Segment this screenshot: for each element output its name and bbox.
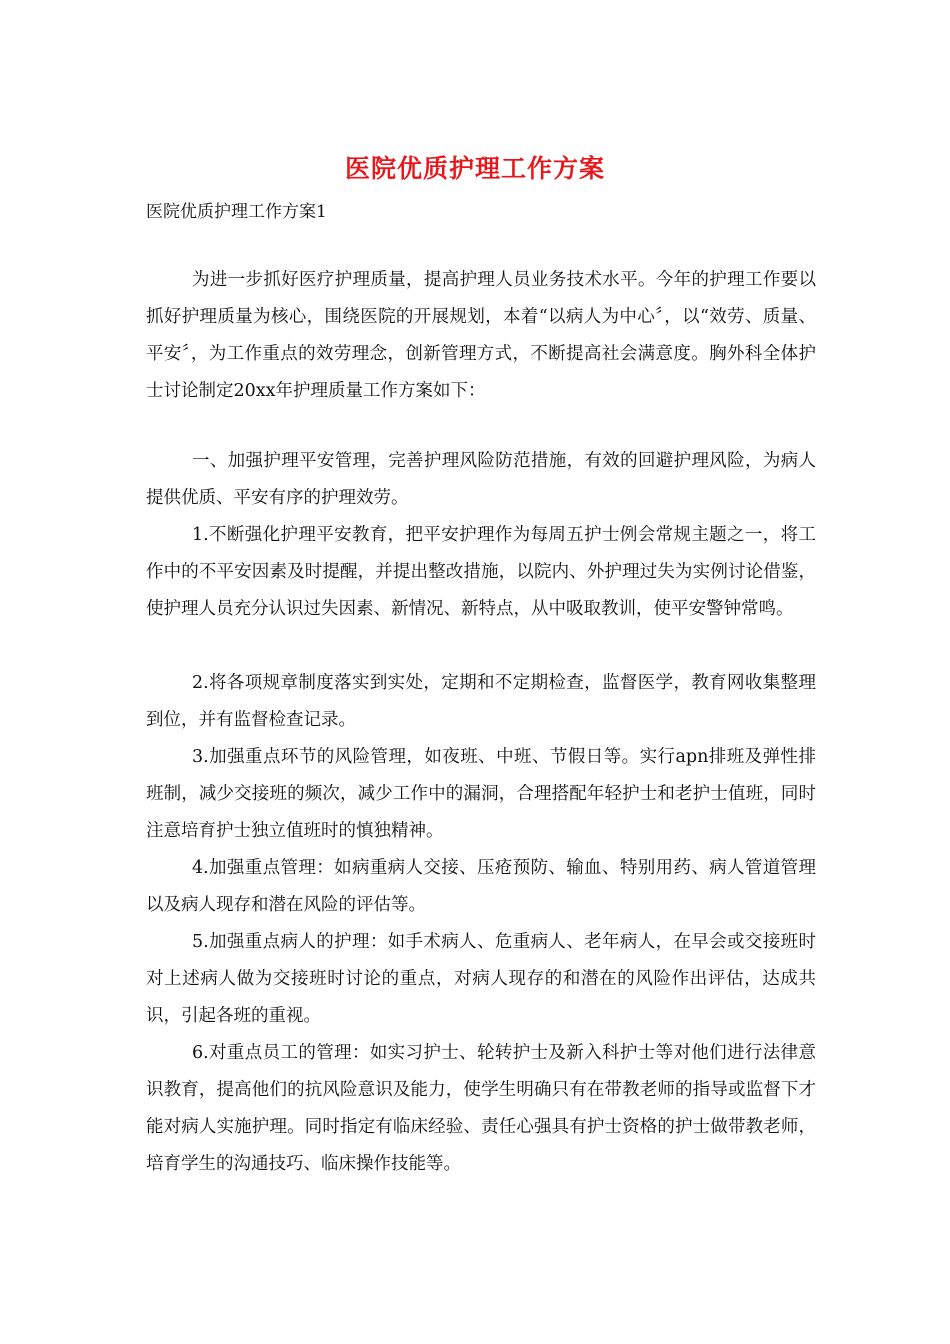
paragraph-intro: 为进一步抓好医疗护理质量，提高护理人员业务技术水平。今年的护理工作要以抓好护理质量为核心，围绕医院的开展规划，本着“以病人为中心〞，以“效劳、质量、平安〞，为工作重点的效劳理念，创新管理方式，不断提高社会满意度。胸外科全体护士讨论制定20xx年护理质量工作方案如下： xyxy=(146,270,816,401)
document-title: 医院优质护理工作方案 xyxy=(344,154,605,183)
document-subtitle: 医院优质护理工作方案1 xyxy=(146,202,327,222)
paragraph-item-1: 1.不断强化护理平安教育，把平安护理作为每周五护士例会常规主题之一，将工作中的不平安因素及时提醒，并提出整改措施，以院内、外护理过失为实例讨论借鉴，使护理人员充分认识过失因素、新情况、新特点，从中吸取教训，使平安警钟常鸣。 xyxy=(146,525,816,619)
paragraph-item-4: 4.加强重点管理：如病重病人交接、压疮预防、输血、特别用药、病人管道管理以及病人现存和潜在风险的评估等。 xyxy=(146,858,816,915)
paragraph-item-6: 6.对重点员工的管理：如实习护士、轮转护士及新入科护士等对他们进行法律意识教育，提高他们的抗风险意识及能力，使学生明确只有在带教老师的指导或监督下才能对病人实施护理。同时指定有临床经验、责任心强具有护士资格的护士做带教老师，培育学生的沟通技巧、临床操作技能等。 xyxy=(146,1043,816,1174)
paragraph-item-5: 5.加强重点病人的护理：如手术病人、危重病人、老年病人，在早会或交接班时对上述病人做为交接班时讨论的重点，对病人现存的和潜在的风险作出评估，达成共识，引起各班的重视。 xyxy=(146,932,816,1026)
paragraph-section-1: 一、加强护理平安管理，完善护理风险防范措施，有效的回避护理风险，为病人提供优质、平安有序的护理效劳。 xyxy=(146,451,816,508)
paragraph-item-2: 2.将各项规章制度落实到实处，定期和不定期检查，监督医学，教育网收集整理到位，并有监督检查记录。 xyxy=(146,673,816,730)
paragraph-item-3: 3.加强重点环节的风险管理，如夜班、中班、节假日等。实行apn排班及弹性排班制，减少交接班的频次，减少工作中的漏洞，合理搭配年轻护士和老护士值班，同时注意培育护士独立值班时的慎独精神。 xyxy=(146,747,816,841)
